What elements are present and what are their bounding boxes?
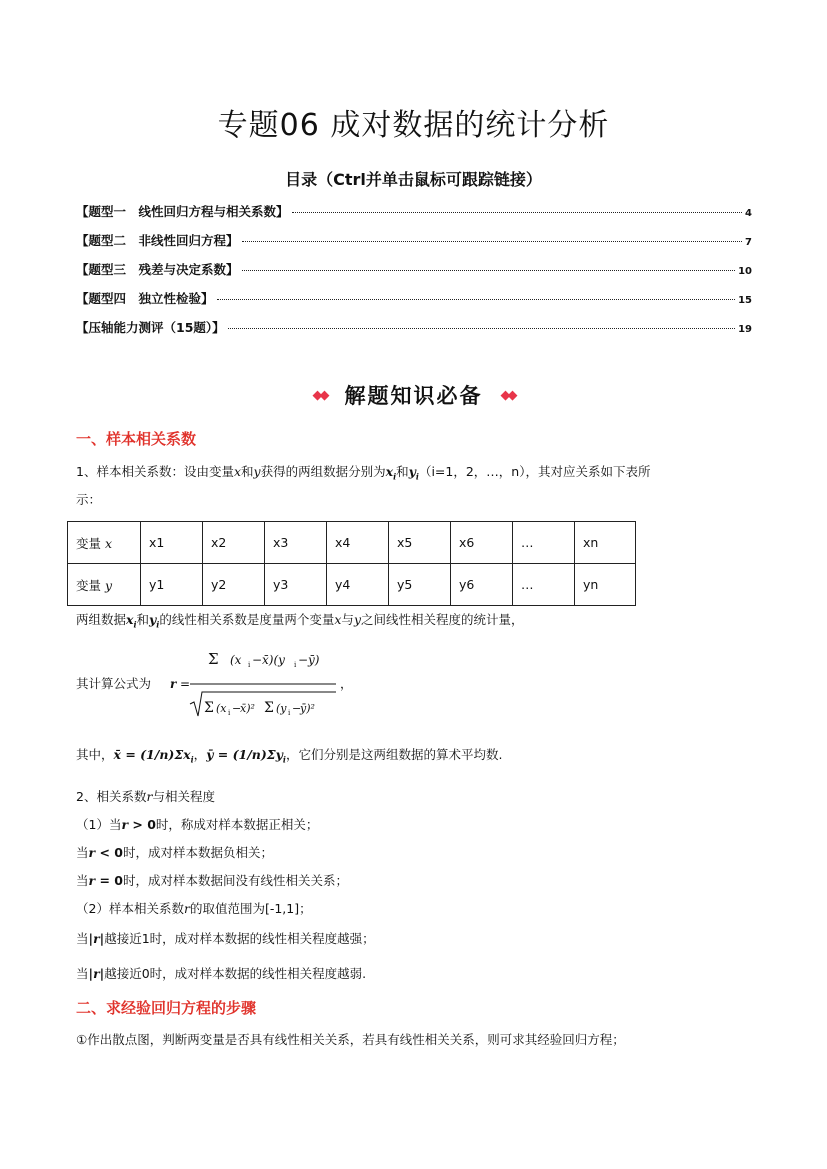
- svg-text:Σ: Σ: [204, 700, 214, 716]
- toc-leader: [292, 212, 743, 213]
- svg-text:i: i: [248, 661, 251, 669]
- table-cell: yn: [575, 564, 636, 606]
- text: 变量: [76, 577, 102, 593]
- paragraph: 当|r|越接近1时，成对样本数据的线性相关程度越强；: [76, 931, 375, 946]
- svg-text:(x: (x: [230, 653, 242, 667]
- toc-item-label: 【题型四 独立性检验】: [76, 291, 214, 306]
- diamond-icon: ◆◆: [500, 387, 515, 403]
- paragraph: ①作出散点图，判断两变量是否具有线性相关关系，若具有线性相关关系，则可求其经验回归方程；: [76, 1032, 625, 1047]
- svg-text:−: −: [292, 702, 302, 715]
- paragraph: 示：: [76, 492, 102, 507]
- svg-text:(y: (y: [276, 702, 287, 715]
- text: 与相关程度: [152, 789, 215, 804]
- text: 和: [396, 464, 409, 479]
- table-cell: x6: [451, 522, 513, 564]
- toc-leader: [228, 328, 735, 329]
- toc-item[interactable]: [76, 318, 752, 347]
- table-cell: y4: [327, 564, 389, 606]
- svg-text:Σ: Σ: [208, 650, 219, 668]
- toc-item[interactable]: [76, 202, 752, 231]
- table-cell: y3: [265, 564, 327, 606]
- text: 变量: [76, 535, 102, 551]
- page-title: 专题06 成对数据的统计分析: [217, 108, 610, 143]
- toc-item[interactable]: [76, 289, 752, 318]
- svg-text:−: −: [252, 653, 263, 667]
- toc-item-label: 【压轴能力测评（15题）】: [76, 320, 225, 335]
- banner-title: 解题知识必备: [333, 380, 495, 410]
- svg-text:i: i: [294, 661, 297, 669]
- text: 的线性相关系数是度量两个变量: [159, 612, 335, 627]
- paragraph: 2、相关系数r与相关程度: [76, 789, 215, 804]
- svg-text:(x: (x: [216, 702, 227, 715]
- svg-text:ȳ)²: ȳ)²: [300, 702, 315, 715]
- toc-heading: 目录（Ctrl并单击鼠标可跟踪链接）: [285, 170, 542, 189]
- text: 与: [341, 612, 354, 627]
- svg-text:x̄)(y: x̄)(y: [262, 653, 285, 667]
- text: 获得的两组数据分别为: [260, 464, 386, 479]
- svg-text:−: −: [298, 653, 309, 667]
- table-of-contents: [76, 202, 752, 347]
- text: 之间线性相关程度的统计量，: [361, 612, 524, 627]
- svg-text:=: =: [180, 677, 191, 691]
- toc-item-label: 【题型一 线性回归方程与相关系数】: [76, 204, 289, 219]
- data-table: [67, 521, 636, 606]
- text: x: [105, 535, 113, 551]
- text: 2、相关系数: [76, 789, 147, 804]
- toc-leader: [217, 299, 736, 300]
- diamond-icon: ◆◆: [312, 387, 327, 403]
- paragraph: 当r = 0时，成对样本数据间没有线性相关关系；: [76, 873, 348, 888]
- text: y: [105, 577, 113, 593]
- paragraph: （1）当r > 0时，称成对样本数据正相关；: [76, 817, 319, 832]
- text: （i=1，2，…，n），其对应关系如下表所: [418, 464, 651, 479]
- text: 的取值范围为[-1,1]；: [189, 901, 312, 916]
- table-cell: [68, 564, 141, 606]
- toc-item-page: 4: [745, 208, 752, 219]
- table-cell: xn: [575, 522, 636, 564]
- svg-text:r: r: [170, 677, 177, 691]
- svg-text:Σ: Σ: [264, 700, 274, 716]
- paragraph: 1、样本相关系数：设由变量x和y获得的两组数据分别为$x_i$和$y_i(i=1$，2，…，n），其对应关系如下表所: [76, 464, 651, 482]
- table-cell: y2: [203, 564, 265, 606]
- section-banner: [0, 380, 827, 410]
- table-cell: x2: [203, 522, 265, 564]
- paragraph: 两组数据$x_i$和$y_i$的线性相关系数是度量两个变量x与y之间线性相关程度的统计量，: [76, 612, 524, 630]
- text: 1、样本相关系数：设由变量: [76, 464, 234, 479]
- correlation-formula: [168, 642, 348, 726]
- text: 当: [76, 931, 89, 946]
- table-row: [68, 564, 636, 606]
- text: （1）当: [76, 817, 122, 832]
- paragraph: 其计算公式为: [76, 676, 152, 691]
- toc-item-label: 【题型三 残差与决定系数】: [76, 262, 239, 277]
- text: 越接近0时，成对样本数据的线性相关程度越弱.: [104, 966, 367, 981]
- toc-item-page: 19: [738, 324, 752, 335]
- toc-leader: [242, 241, 743, 242]
- toc-item-label: 【题型二 非线性回归方程】: [76, 233, 239, 248]
- text: 和: [241, 464, 254, 479]
- text: ，: [340, 676, 353, 691]
- paragraph: （2）样本相关系数r的取值范围为[-1,1]；: [76, 901, 312, 916]
- text: 和: [136, 612, 150, 627]
- toc-item[interactable]: [76, 260, 752, 289]
- table-row: [68, 522, 636, 564]
- text: 当: [76, 873, 89, 888]
- section-heading: 一、样本相关系数: [76, 430, 197, 448]
- table-cell: x5: [389, 522, 451, 564]
- text: 当: [76, 966, 89, 981]
- text: 当: [76, 845, 89, 860]
- paragraph: 当|r|越接近0时，成对样本数据的线性相关程度越弱.: [76, 966, 367, 981]
- toc-item-page: 15: [738, 295, 752, 306]
- text: 时，成对样本数据间没有线性相关关系；: [122, 873, 348, 888]
- table-cell: y1: [141, 564, 203, 606]
- table-cell: y5: [389, 564, 451, 606]
- table-cell: …: [513, 522, 575, 564]
- table-cell: x3: [265, 522, 327, 564]
- svg-text:−: −: [232, 702, 242, 715]
- table-cell: x1: [141, 522, 203, 564]
- paragraph: 其中，x̄ = $(1/n)\Sigma x_i$，ȳ = $(1/n)\Sigma y_i$，它们分别是这两组数据的算术平均数.: [76, 747, 503, 765]
- table-cell: x4: [327, 522, 389, 564]
- svg-text:i: i: [228, 709, 231, 717]
- toc-item-page: 10: [738, 266, 752, 277]
- text: 时，成对样本数据负相关；: [122, 845, 273, 860]
- toc-item[interactable]: [76, 231, 752, 260]
- text: 两组数据: [76, 612, 127, 627]
- toc-leader: [242, 270, 736, 271]
- text: 时，称成对样本数据正相关；: [155, 817, 319, 832]
- section-heading: 二、求经验回归方程的步骤: [76, 999, 257, 1017]
- table-cell: y6: [451, 564, 513, 606]
- text: 越接近1时，成对样本数据的线性相关程度越强；: [104, 931, 375, 946]
- paragraph: 当r < 0时，成对样本数据负相关；: [76, 845, 273, 860]
- text: （2）样本相关系数: [76, 901, 184, 916]
- text: 它们分别是这两组数据的算术平均数.: [298, 747, 503, 762]
- table-cell: …: [513, 564, 575, 606]
- svg-text:ȳ): ȳ): [308, 653, 320, 667]
- svg-text:i: i: [288, 709, 291, 717]
- toc-item-page: 7: [745, 237, 752, 248]
- text: 其中，: [76, 747, 114, 762]
- table-cell: [68, 522, 141, 564]
- svg-text:x̄)²: x̄)²: [240, 702, 255, 715]
